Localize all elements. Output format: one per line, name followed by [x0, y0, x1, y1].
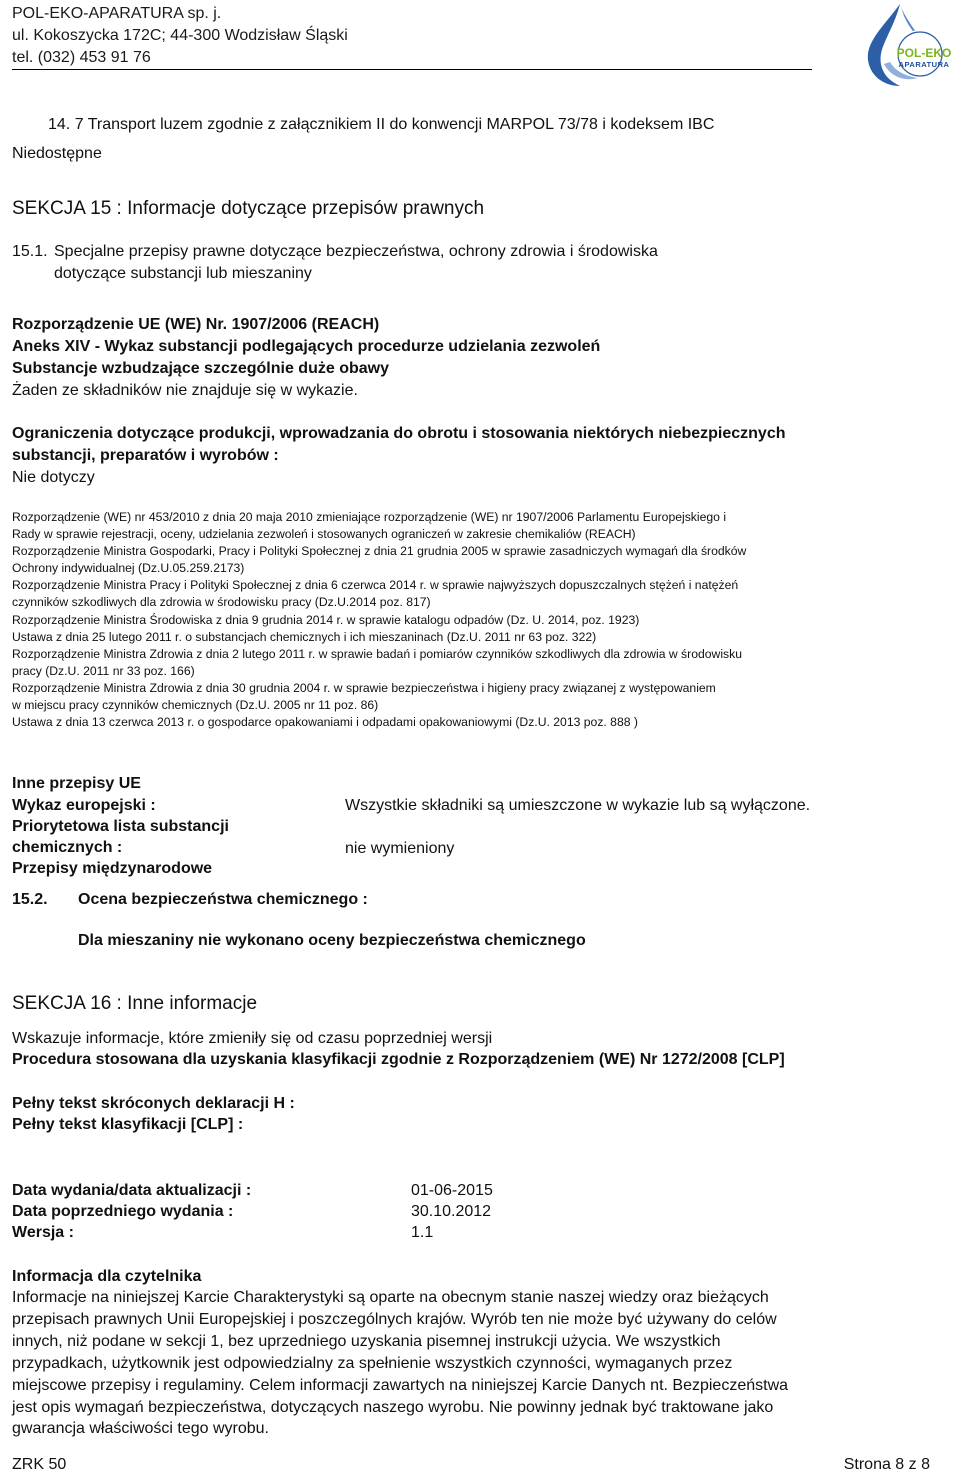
section-14-7-title: 14. 7 Transport luzem zgodnie z załącznikiem II do konwencji MARPOL 73/78 i kodeksem IBC: [48, 116, 715, 133]
reader-info-line: jest opis wymagań bezpieczeństwa, dotyczących naszego wyrobu. Nie powinny jednak być traktowane jako: [12, 1398, 774, 1416]
regulation-line: Ustawa z dnia 13 czerwca 2013 r. o gospodarce opakowaniami i odpadami opakowaniowymi (Dz.U. 2013 poz. 888 ): [12, 715, 638, 730]
subsection-15-1-line-2: dotyczące substancji lub mieszaniny: [54, 265, 312, 282]
regulation-line: pracy (Dz.U. 2011 nr 33 poz. 166): [12, 663, 195, 678]
classification-procedure: Procedura stosowana dla uzyskania klasyfikacji zgodnie z Rozporządzeniem (WE) Nr 1272/2008 [CLP]: [12, 1051, 785, 1068]
international-regulations-label: Przepisy międzynarodowe: [12, 860, 213, 877]
reader-info-line: miejscowe przepisy i regulaminy. Celem informacji zawartych na niniejszej Karcie Danych nt. Bezpieczeństwa: [12, 1376, 789, 1394]
section-14-7-value: Niedostępne: [12, 145, 102, 162]
regulation-line: Rozporządzenie Ministra Zdrowia z dnia 2 lutego 2011 r. w sprawie badań i pomiarów czynników szkodliwych dla zdrowia w środowisku: [12, 646, 743, 661]
subsection-15-2-title: Ocena bezpieczeństwa chemicznego :: [78, 891, 368, 908]
header-rule: [12, 69, 812, 70]
restrictions-title-line-1: Ograniczenia dotyczące produkcji, wprowadzania do obrotu i stosowania niektórych niebezpiecznych: [12, 425, 786, 442]
version-label: Wersja :: [12, 1224, 74, 1241]
regulations-list: [12, 509, 746, 731]
regulation-line: w miejscu pracy czynników chemicznych (Dz.U. 2005 nr 11 poz. 86): [12, 698, 379, 713]
reader-info-line: innych, niż podane w sekcji 1, bez uprzedniego uzyskania pisemnej instrukcji użycia. We wszystkich: [12, 1332, 721, 1350]
regulation-line: Ochrony indywidualnej (Dz.U.05.259.2173): [12, 561, 245, 576]
other-eu-title: Inne przepisy UE: [12, 775, 141, 792]
issue-date-value: 01-06-2015: [411, 1182, 493, 1199]
logo-text: POL-EKO: [896, 46, 952, 60]
restrictions-block: [12, 423, 786, 489]
subsection-15-1-title: [54, 241, 930, 285]
previous-date-value: 30.10.2012: [411, 1203, 492, 1220]
company-logo: [860, 2, 958, 92]
reader-info-line: przepisach prawnych Unii Europejskiej i poszczególnych krajów. Wyrób ten nie może być używany do celów: [12, 1310, 777, 1328]
issue-date-label: Data wydania/data aktualizacji :: [12, 1182, 252, 1199]
company-address: ul. Kokoszycka 172C; 44-300 Wodzisław Śląski: [12, 27, 348, 44]
regulation-line: Rozporządzenie Ministra Zdrowia z dnia 30 grudnia 2004 r. w sprawie bezpieczeństwa i higieny pracy związanej z występowaniem: [12, 680, 716, 695]
company-name: POL-EKO-APARATURA sp. j.: [12, 5, 222, 22]
regulation-line: Rozporządzenie Ministra Środowiska z dnia 9 grudnia 2014 r. w sprawie katalogu odpadów (Dz. U. 2014, poz. 1923): [12, 612, 640, 627]
subsection-15-2-number: 15.2.: [12, 891, 48, 908]
annex-xiv: Aneks XIV - Wykaz substancji podlegających procedurze udzielania zezwoleń: [12, 338, 601, 355]
company-phone: tel. (032) 453 91 76: [12, 49, 151, 66]
reader-info-line: Informacje na niniejszej Karcie Charakterystyki są oparte na obecnym stanie naszej wiedzy oraz bieżących: [12, 1289, 769, 1306]
footer-page-number: Strona 8 z 8: [843, 1456, 930, 1473]
section-16-title: SEKCJA 16 : Inne informacje: [12, 993, 258, 1014]
previous-date-label: Data poprzedniego wydania :: [12, 1203, 234, 1220]
h-statements-full-text: Pełny tekst skróconych deklaracji H :: [12, 1095, 295, 1112]
changes-note: Wskazuje informacje, które zmieniły się od czasu poprzedniej wersji: [12, 1030, 493, 1047]
regulation-line: Rady w sprawie rejestracji, oceny, udzielania zezwoleń i stosowanych ograniczeń w zakresie chemikaliów (REACH): [12, 527, 636, 542]
regulation-line: czynników szkodliwych dla zdrowia w środowisku pracy (Dz.U.2014 poz. 817): [12, 595, 431, 610]
svhc: Substancje wzbudzające szczególnie duże obawy: [12, 360, 389, 377]
footer-product: ZRK 50: [12, 1456, 67, 1473]
regulation-line: Ustawa z dnia 25 lutego 2011 r. o substancjach chemicznych i ich mieszaninach (Dz.U. 2011 nr 63 poz. 322): [12, 629, 597, 644]
clp-full-text: Pełny tekst klasyfikacji [CLP] :: [12, 1116, 244, 1133]
reach-block: [12, 314, 600, 402]
reach-regulation: Rozporządzenie UE (WE) Nr. 1907/2006 (REACH): [12, 316, 380, 333]
restrictions-title-line-2: substancji, preparatów i wyrobów :: [12, 447, 279, 464]
reader-info-title: Informacja dla czytelnika: [12, 1268, 202, 1285]
version-value: 1.1: [411, 1224, 434, 1241]
eu-list-value: Wszystkie składniki są umieszczone w wykazie lub są wyłączone.: [345, 797, 811, 814]
subsection-15-2-value: Dla mieszaniny nie wykonano oceny bezpieczeństwa chemicznego: [78, 932, 586, 949]
priority-list-label-1: Priorytetowa lista substancji: [12, 818, 229, 835]
section-15-title: SEKCJA 15 : Informacje dotyczące przepisów prawnych: [12, 198, 485, 219]
regulation-line: Rozporządzenie (WE) nr 453/2010 z dnia 20 maja 2010 zmieniające rozporządzenie (WE) nr 1907/2006 Parlamentu Europejskiego i: [12, 510, 727, 524]
subsection-15-1-number: 15.1.: [12, 243, 48, 260]
svhc-status: Żaden ze składników nie znajduje się w wykazie.: [12, 382, 358, 399]
restrictions-value: Nie dotyczy: [12, 469, 95, 486]
reader-info-text: [12, 1287, 788, 1440]
priority-list-label-2: chemicznych :: [12, 839, 123, 856]
subsection-15-1-line-1: Specjalne przepisy prawne dotyczące bezpieczeństwa, ochrony zdrowia i środowiska: [54, 243, 658, 260]
reader-info-line: gwarancja właściwości tego wyrobu.: [12, 1420, 269, 1438]
eu-list-label: Wykaz europejski :: [12, 797, 156, 814]
regulation-line: Rozporządzenie Ministra Gospodarki, Pracy i Polityki Społecznej z dnia 21 grudnia 2005 w sprawie zasadniczych wymagań dla środków: [12, 544, 747, 559]
reader-info-line: przypadkach, użytkownik jest odpowiedzialny za spełnienie wszystkich czynności, wymaganych przez: [12, 1354, 733, 1372]
logo-subtext: APARATURA: [898, 60, 950, 69]
regulation-line: Rozporządzenie Ministra Pracy i Polityki Społecznej z dnia 6 czerwca 2014 r. w sprawie najwyższych dopuszczalnych stężeń i natężeń: [12, 578, 739, 593]
priority-list-value: nie wymieniony: [345, 840, 455, 857]
